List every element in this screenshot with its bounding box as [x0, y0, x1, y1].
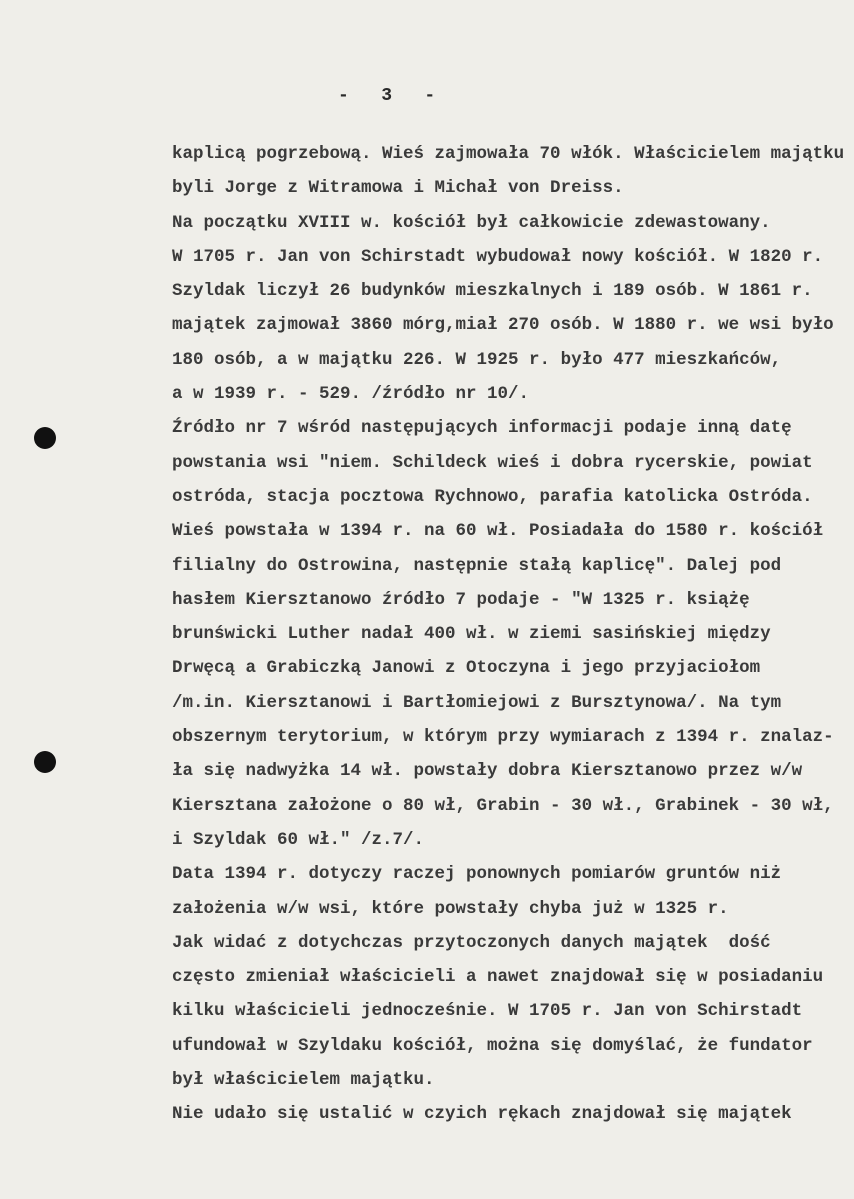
text-line: obszernym terytorium, w którym przy wymiarach z 1394 r. znalaz- [172, 727, 834, 748]
text-line: Szyldak liczył 26 budynków mieszkalnych i 189 osób. W 1861 r. [172, 281, 813, 302]
page-number: - 3 - [338, 86, 436, 106]
text-line: a w 1939 r. - 529. /źródło nr 10/. [172, 384, 530, 405]
text-line: Data 1394 r. dotyczy raczej ponownych pomiarów gruntów niż [172, 864, 782, 885]
text-line: /m.in. Kiersztanowi i Bartłomiejowi z Bursztynowa/. Na tym [172, 692, 782, 713]
text-line: Nie udało się ustalić w czyich rękach znajdował się majątek [172, 1104, 792, 1125]
text-line: filialny do Ostrowina, następnie stałą kaplicę". Dalej pod [172, 555, 782, 576]
text-line: często zmieniał właścicieli a nawet znajdował się w posiadaniu [172, 967, 824, 988]
text-line: ostróda, stacja pocztowa Rychnowo, parafia katolicka Ostróda. [172, 486, 813, 507]
text-line: był właścicielem majątku. [172, 1070, 435, 1091]
text-line: Źródło nr 7 wśród następujących informacji podaje inną datę [172, 418, 792, 439]
text-line: byli Jorge z Witramowa i Michał von Dreiss. [172, 178, 624, 199]
text-line: majątek zajmował 3860 mórg,miał 270 osób. W 1880 r. we wsi było [172, 315, 834, 336]
text-line: kilku właścicieli jednocześnie. W 1705 r. Jan von Schirstadt [172, 1001, 803, 1022]
text-line: ła się nadwyżka 14 wł. powstały dobra Kiersztanowo przez w/w [172, 761, 803, 782]
text-line: kaplicą pogrzebową. Wieś zajmowała 70 włók. Właścicielem majątku [172, 144, 845, 164]
text-line: W 1705 r. Jan von Schirstadt wybudował nowy kościół. W 1820 r. [172, 246, 824, 267]
text-line: 180 osób, a w majątku 226. W 1925 r. było 477 mieszkańców, [172, 349, 782, 370]
text-line: Na początku XVIII w. kościół był całkowicie zdewastowany. [172, 212, 771, 233]
text-line: powstania wsi "niem. Schildeck wieś i dobra rycerskie, powiat [172, 452, 813, 473]
text-line: Kiersztana założone o 80 wł, Grabin - 30 wł., Grabinek - 30 wł, [172, 795, 834, 816]
text-line: i Szyldak 60 wł." /z.7/. [172, 829, 425, 850]
text-line: brunświcki Luther nadał 400 wł. w ziemi sasińskiej między [172, 624, 771, 645]
text-line: założenia w/w wsi, które powstały chyba już w 1325 r. [172, 898, 729, 919]
text-line: Wieś powstała w 1394 r. na 60 wł. Posiadała do 1580 r. kościół [172, 521, 824, 542]
text-line: Jak widać z dotychczas przytoczonych danych majątek dość [172, 932, 771, 953]
punch-hole-bottom [34, 751, 56, 773]
text-line: hasłem Kiersztanowo źródło 7 podaje - "W 1325 r. książę [172, 589, 750, 610]
typed-text-body [172, 140, 844, 1135]
text-line: ufundował w Szyldaku kościół, można się domyślać, że fundator [172, 1035, 813, 1056]
text-line: Drwęcą a Grabiczką Janowi z Otoczyna i jego przyjaciołom [172, 658, 761, 679]
punch-hole-top [34, 427, 56, 449]
